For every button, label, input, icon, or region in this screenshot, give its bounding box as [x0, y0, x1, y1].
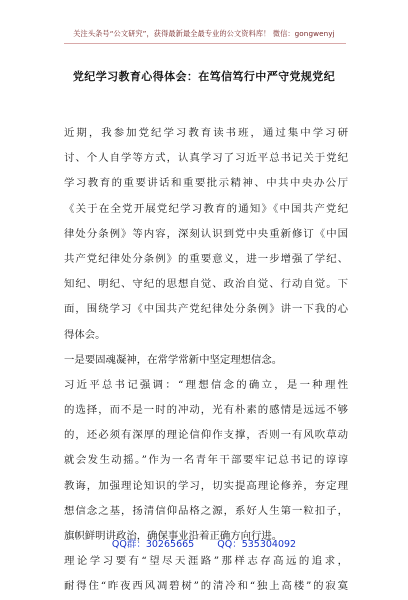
paragraph: [64, 348, 348, 373]
text-line: 就会发生动摇。”作为一名青年干部要牢记总书记的谆谆: [64, 454, 348, 467]
text-line: 习近平总书记强调：“理想信念的确立，是一种理性: [64, 378, 348, 391]
text-line: 近期，我参加党纪学习教育读书班，通过集中学习研: [64, 127, 348, 139]
text-line: 《关于在全党开展党纪学习教育的通知》《中国共产党纪: [64, 202, 348, 215]
header-divider: [64, 43, 346, 44]
text-line: 律处分条例》等内容，深刻认识到党中央重新修订《中国: [64, 227, 348, 240]
text-line: 讨、个人自学等方式，认真学习了习近平总书记关于党纪: [64, 152, 348, 165]
text-line: 理论学习要有“望尽天涯路”那样志存高远的追求，: [64, 555, 348, 568]
footer: [0, 536, 408, 550]
paragraph: [64, 121, 348, 348]
footer-qq-group: QQ群：30265665: [111, 539, 195, 550]
text-line: 一是要固魂凝神，在常学常新中坚定理想信念。: [64, 353, 283, 366]
paragraph: [64, 549, 348, 599]
text-line: 面，围绕学习《中国共产党纪律处分条例》讲一下我的心: [64, 303, 348, 316]
text-line: 得体会。: [64, 328, 106, 341]
text-line: 的，还必须有深厚的理论信仰作支撑，否则一有风吹草动: [64, 429, 348, 442]
paragraph: [64, 373, 348, 549]
header-banner: 关注头条号“公文研究”，获得最新最全最专业的公文资料库！ 微信：gongwenyj: [73, 29, 335, 38]
text-line: 教诲，加强理论知识的学习，切实提高理论修养，夯定理: [64, 479, 348, 492]
text-line: 耐得住“昨夜西风凋碧树”的清冷和“独上高楼”的寂寞: [64, 580, 348, 593]
text-line: 学习教育的重要讲话和重要批示精神、中共中央办公厅: [64, 177, 348, 190]
text-line: 想信念之基，扬清信仰品格之源，系好人生第一粒扣子，: [64, 504, 348, 517]
text-line: 旗帜鲜明讲政治，确保事业沿着正确方向行进。: [64, 530, 283, 542]
text-line: 的选择，而不是一时的冲动，光有朴素的感情是远远不够: [64, 404, 348, 417]
footer-qq-number: QQ：535304092: [217, 539, 297, 550]
text-line: 知纪、明纪、守纪的思想自觉、政治自觉、行动自觉。下: [64, 278, 348, 291]
document-body: [64, 121, 348, 600]
document-title: 党纪学习教育心得体会：在笃信笃行中严守党规党纪: [72, 70, 336, 83]
text-line: 共产党纪律处分条例》的重要意义，进一步增强了学纪、: [64, 252, 348, 265]
